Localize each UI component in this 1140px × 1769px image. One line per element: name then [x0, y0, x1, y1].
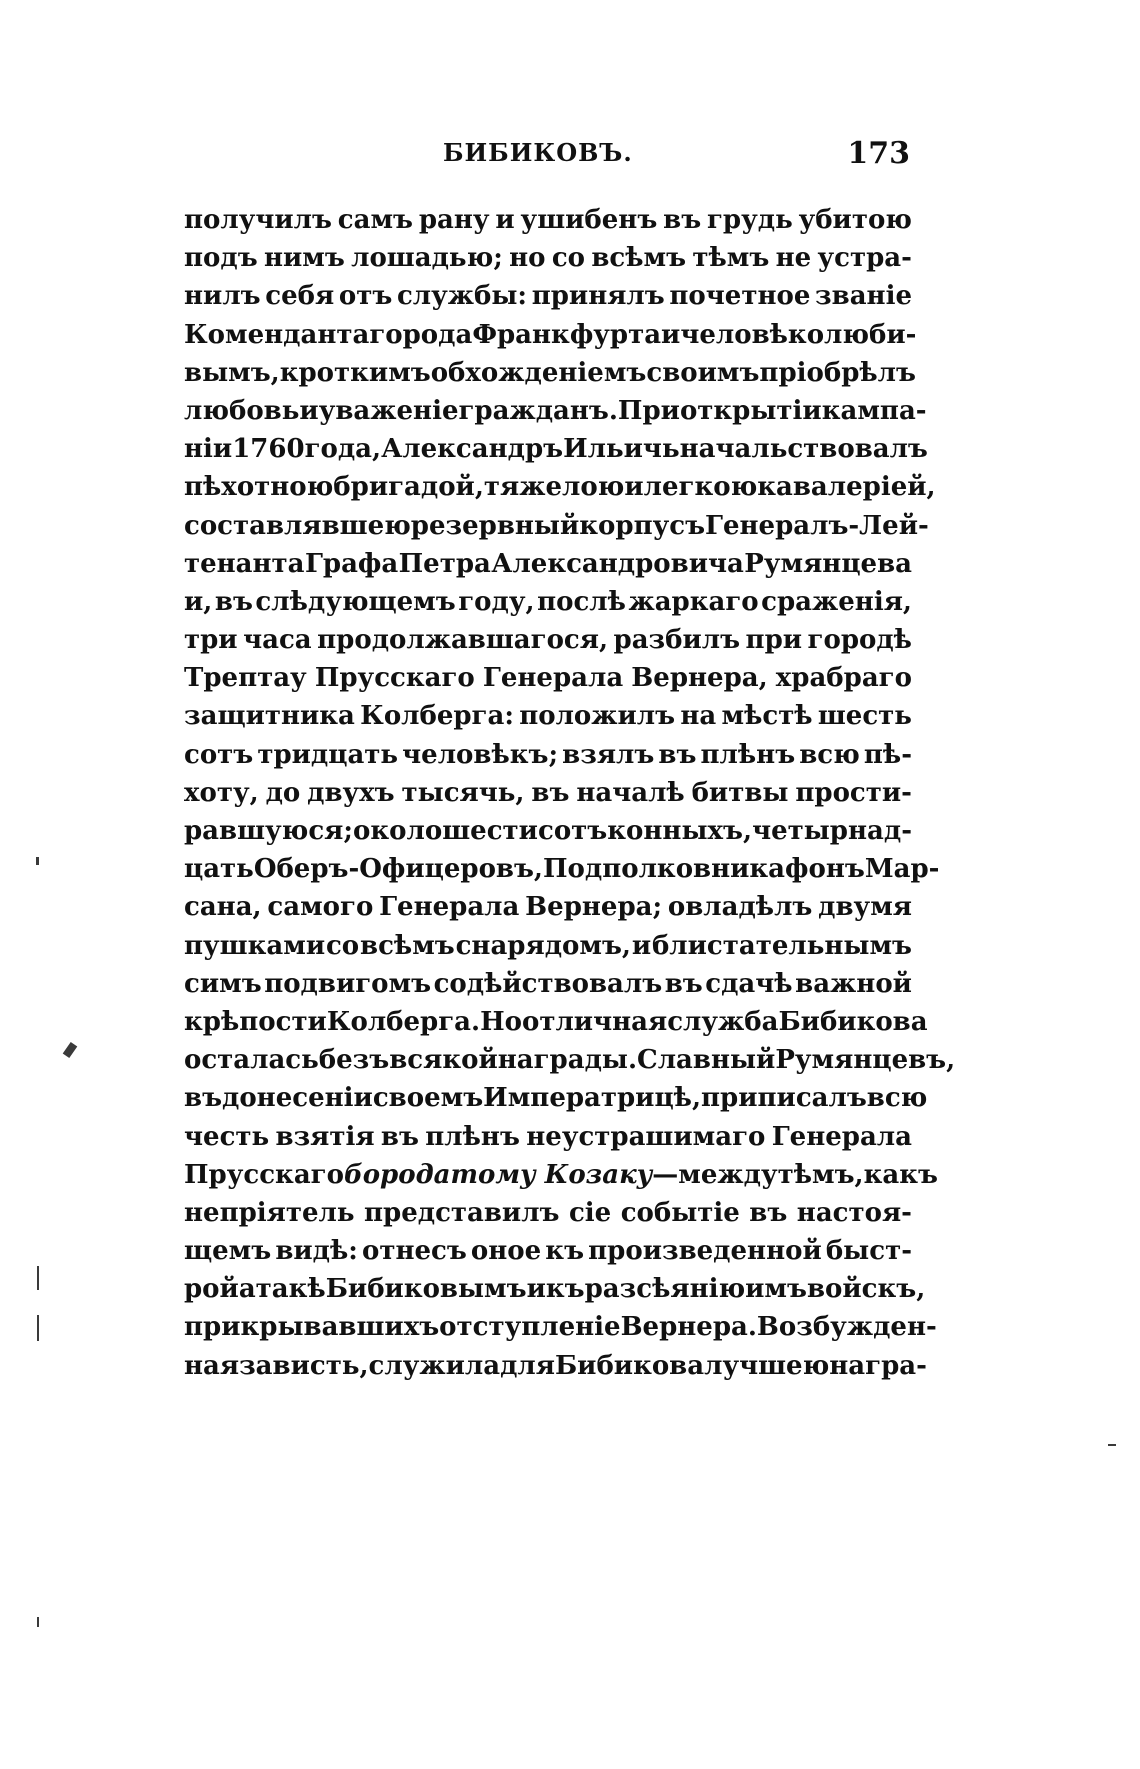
scan-line-mark — [37, 1617, 39, 1627]
text-line: пушками со всѣмъ снарядомъ, и блистательнымъ — [184, 930, 912, 961]
text-line: честь взятія въ плѣнъ неустрашимаго Генерала — [184, 1121, 912, 1152]
text-line: Прусскаго бородатому Козаку — между тѣмъ, какъ — [184, 1156, 912, 1194]
text-line: Коменданта города Франкфурта и человѣколюби- — [184, 319, 917, 350]
page-number: 173 — [847, 136, 910, 171]
scan-speck — [36, 857, 39, 865]
text-line: рой атакѣ Бибиковымъ и къ разсѣянію имъ войскъ, — [184, 1274, 926, 1305]
text-line: непріятель представилъ сіе событіе въ настоя- — [184, 1197, 912, 1228]
text-line: сотъ тридцать человѣкъ; взялъ въ плѣнъ всю пѣ- — [184, 739, 912, 770]
text-line: составлявшею резервный корпусъ Генералъ-Лей- — [184, 510, 929, 541]
scan-speck — [63, 1042, 78, 1058]
scan-line-mark — [37, 1315, 39, 1341]
text-line: хоту, до двухъ тысячь, въ началѣ битвы прости- — [184, 777, 912, 808]
page-header — [188, 138, 910, 178]
text-line: подъ нимъ лошадью; но со всѣмъ тѣмъ не устра- — [184, 243, 912, 274]
text-line: въ донесеніи своемъ Императрицѣ, приписалъ всю — [184, 1083, 928, 1114]
text-line: защитника Колберга: положилъ на мѣстѣ шесть — [184, 701, 912, 732]
text-line: любовь и уваженіе гражданъ. При открытіи кампа- — [184, 395, 927, 426]
italic-phrase: бородатому Козаку — [343, 1159, 653, 1190]
text-line: цать Оберъ-Офицеровъ, Подполковника фонъ Мар- — [184, 854, 940, 885]
text-line: вымъ, кроткимъ обхожденіемъ своимъ пріобрѣлъ — [184, 357, 916, 388]
text-line: ная зависть, служила для Бибикова лучшею награ- — [184, 1350, 927, 1381]
body-text — [184, 201, 956, 1385]
text-line: Трептау Прусскаго Генерала Вернера, храбраго — [184, 663, 912, 694]
text-line: тенанта Графа Петра Александровича Румянцева — [184, 548, 912, 579]
text-line: равшуюся; около шести сотъ конныхъ, четырнад- — [184, 816, 912, 846]
text-line: три часа продолжавшагося, разбилъ при городѣ — [184, 625, 912, 656]
text-line: крѣпости Колберга. Но отличная служба Бибикова — [184, 1006, 928, 1037]
text-line: пѣхотною бригадой, тяжелою и легкою кавалеріей, — [184, 472, 936, 503]
text-line: симъ подвигомъ содѣйствовалъ въ сдачѣ важной — [184, 968, 912, 999]
text-line: щемъ видѣ: отнесъ оное къ произведенной быст- — [184, 1236, 912, 1267]
text-line: получилъ самъ рану и ушибенъ въ грудь убитою — [184, 205, 912, 235]
scan-dash — [1108, 1444, 1116, 1446]
text-line: осталась безъ всякой награды. Славный Румянцевъ, — [184, 1045, 956, 1076]
text-line: прикрывавшихъ отступленіе Вернера. Возбужден- — [184, 1312, 937, 1343]
scan-line-mark — [37, 1266, 39, 1290]
running-head: БИБИКОВЪ. — [443, 138, 633, 167]
text-line: ніи 1760 года, Александръ Ильичь начальствовалъ — [184, 434, 928, 465]
text-line: и, въ слѣдующемъ году, послѣ жаркаго сраженія, — [184, 586, 912, 617]
text-line: сана, самого Генерала Вернера; овладѣлъ двумя — [184, 892, 912, 923]
text-line: нилъ себя отъ службы: принялъ почетное званіе — [184, 281, 912, 312]
